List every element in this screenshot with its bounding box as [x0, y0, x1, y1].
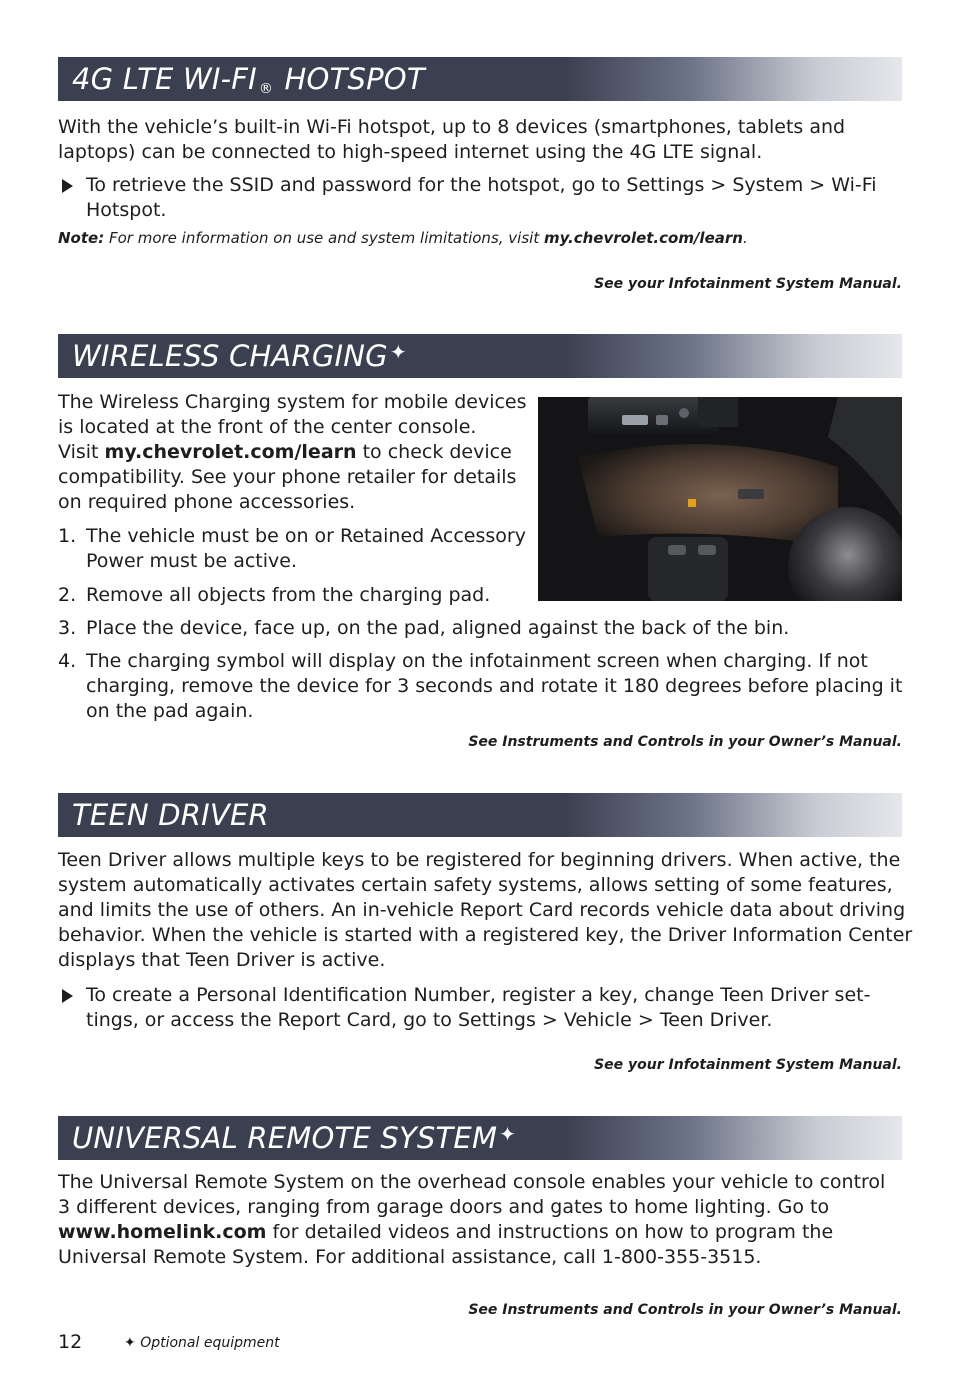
- wireless-paragraph-line: Visit my.chevrolet.com/learn to check device: [58, 441, 512, 463]
- homelink-link[interactable]: www.homelink.com: [58, 1221, 267, 1243]
- step-text: on the pad again.: [86, 700, 254, 722]
- wifi-note-link[interactable]: my.chevrolet.com/learn: [543, 229, 743, 247]
- charging-pad-illustration: [538, 397, 902, 601]
- step-number: 4.: [58, 650, 77, 672]
- charging-pad-photo: [538, 397, 902, 601]
- remote-manual-reference: See Instruments and Controls in your Owner’s Manual.: [468, 1302, 902, 1318]
- teen-paragraph-line: and limits the use of others. An in-vehicle Report Card records vehicle data about driving: [58, 899, 906, 921]
- step-text: The charging symbol will display on the infotainment screen when charging. If not: [86, 650, 868, 672]
- teen-paragraph-line: system automatically activates certain safety systems, allows setting of some features,: [58, 874, 893, 896]
- optional-equipment-legend: ✦ Optional equipment: [124, 1335, 280, 1351]
- step-number: 3.: [58, 617, 77, 639]
- page-number: 12: [58, 1331, 83, 1353]
- wireless-paragraph-line: compatibility. See your phone retailer for details: [58, 466, 517, 488]
- teen-section-header: [58, 793, 902, 837]
- wireless-manual-reference: See Instruments and Controls in your Owner’s Manual.: [468, 734, 902, 750]
- wireless-section-title: WIRELESS CHARGING ✦: [72, 339, 407, 373]
- wifi-section-title: 4G LTE WI-FI ® HOTSPOT: [72, 62, 425, 97]
- teen-paragraph-line: displays that Teen Driver is active.: [58, 949, 386, 971]
- optional-star-icon: ✦: [124, 1335, 136, 1351]
- step-text: charging, remove the device for 3 seconds and rotate it 180 degrees before placing it: [86, 675, 903, 697]
- step-number: 1.: [58, 525, 77, 547]
- wireless-paragraph-line: is located at the front of the center console.: [58, 416, 477, 438]
- teen-bullet-line: tings, or access the Report Card, go to Settings > Vehicle > Teen Driver.: [86, 1009, 773, 1031]
- wifi-paragraph-line: laptops) can be connected to high-speed internet using the 4G LTE signal.: [58, 141, 763, 163]
- wifi-section-header: [58, 57, 902, 101]
- wireless-learn-link[interactable]: my.chevrolet.com/learn: [104, 441, 357, 463]
- optional-star-icon: ✦: [389, 340, 407, 364]
- remote-paragraph-line: The Universal Remote System on the overhead console enables your vehicle to control: [58, 1171, 886, 1193]
- wifi-note: Note: For more information on use and system limitations, visit my.chevrolet.com/learn.: [58, 229, 748, 247]
- remote-paragraph-line: Universal Remote System. For additional assistance, call 1-800-355-3515.: [58, 1246, 762, 1268]
- step-text: Remove all objects from the charging pad.: [86, 584, 491, 606]
- bullet-arrow-icon: [62, 179, 73, 193]
- optional-star-icon: ✦: [499, 1122, 517, 1146]
- wifi-paragraph-line: With the vehicle’s built-in Wi-Fi hotspot, up to 8 devices (smartphones, tablets and: [58, 116, 846, 138]
- wifi-bullet-line: To retrieve the SSID and password for the hotspot, go to Settings > System > Wi-Fi: [86, 174, 877, 196]
- bullet-arrow-icon: [62, 989, 73, 1003]
- wifi-manual-reference: See your Infotainment System Manual.: [594, 276, 902, 292]
- step-text: The vehicle must be on or Retained Accessory: [86, 525, 526, 547]
- teen-section-title: TEEN DRIVER: [72, 798, 269, 832]
- teen-paragraph-line: Teen Driver allows multiple keys to be registered for beginning drivers. When active, the: [58, 849, 901, 871]
- remote-paragraph-line: www.homelink.com for detailed videos and instructions on how to program the: [58, 1221, 834, 1243]
- remote-paragraph-line: 3 different devices, ranging from garage doors and gates to home lighting. Go to: [58, 1196, 830, 1218]
- teen-paragraph-line: behavior. When the vehicle is started with a registered key, the Driver Information Center: [58, 924, 913, 946]
- wireless-section-header: [58, 334, 902, 378]
- wireless-paragraph-line: The Wireless Charging system for mobile devices: [58, 391, 527, 413]
- wireless-paragraph-line: on required phone accessories.: [58, 491, 356, 513]
- wifi-bullet-line: Hotspot.: [86, 199, 167, 221]
- teen-manual-reference: See your Infotainment System Manual.: [594, 1057, 902, 1073]
- step-text: Power must be active.: [86, 550, 298, 572]
- step-number: 2.: [58, 584, 77, 606]
- teen-bullet-line: To create a Personal Identification Number, register a key, change Teen Driver set-: [86, 984, 871, 1006]
- step-text: Place the device, face up, on the pad, aligned against the back of the bin.: [86, 617, 790, 639]
- remote-section-header: [58, 1116, 902, 1160]
- remote-section-title: UNIVERSAL REMOTE SYSTEM ✦: [72, 1121, 517, 1155]
